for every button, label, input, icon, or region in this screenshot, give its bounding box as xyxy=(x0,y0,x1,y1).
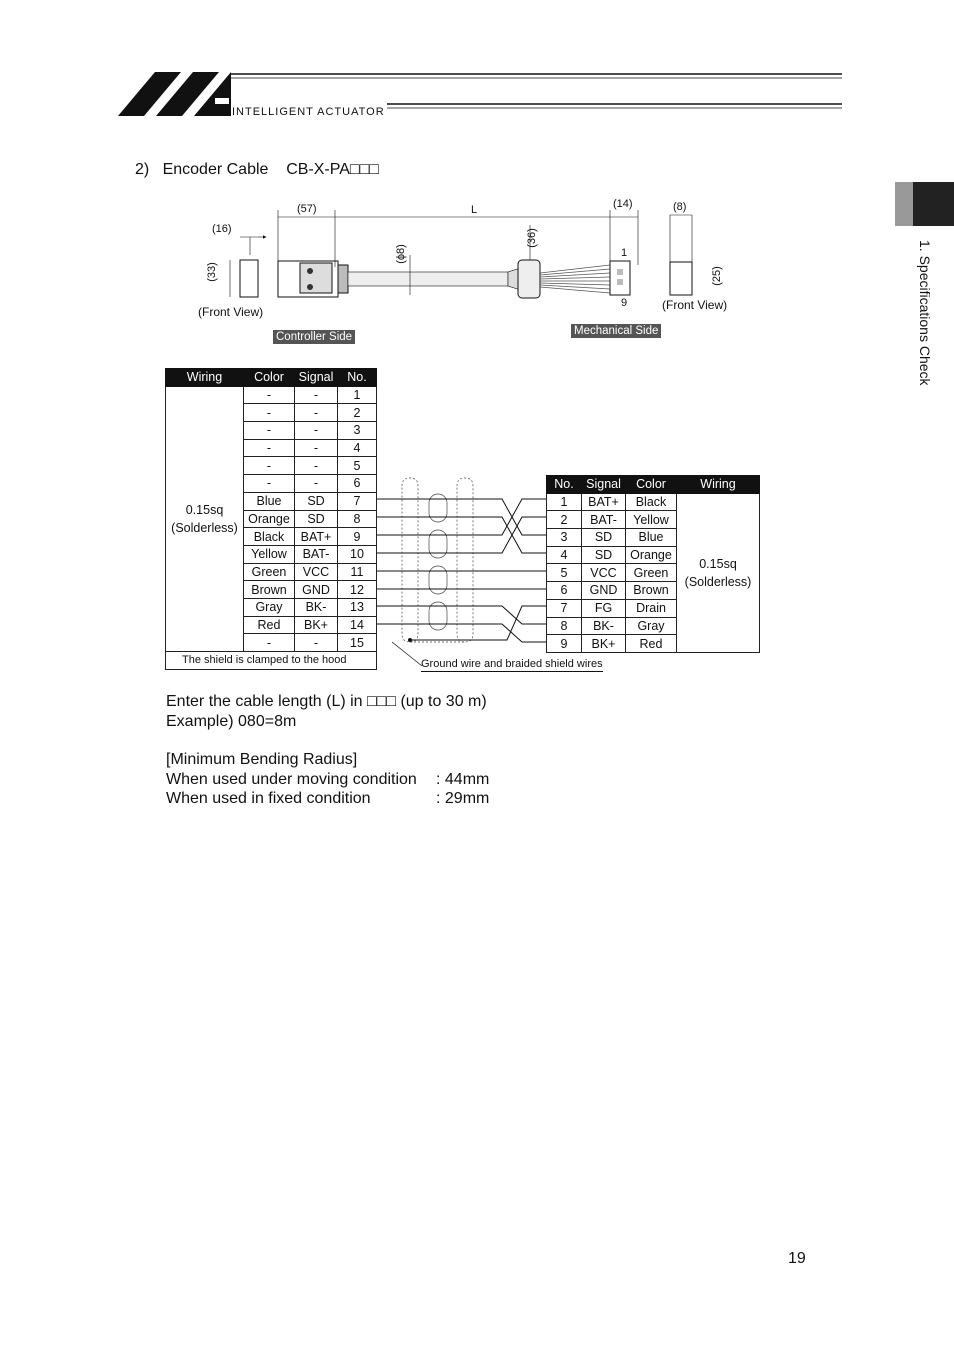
cell-signal: GND xyxy=(582,582,626,600)
cell-signal: - xyxy=(295,386,338,404)
cell-color: - xyxy=(244,422,295,440)
cell-color: Red xyxy=(626,635,677,653)
cell-signal: BK+ xyxy=(295,616,338,634)
cell-no: 4 xyxy=(547,546,582,564)
col-wiring: Wiring xyxy=(677,476,760,494)
mechanical-side-label: Mechanical Side xyxy=(571,324,661,338)
cell-color: Red xyxy=(244,616,295,634)
cell-no: 11 xyxy=(338,563,377,581)
cell-no: 5 xyxy=(547,564,582,582)
cell-no: 15 xyxy=(338,634,377,652)
front-view-right: (Front View) xyxy=(662,298,728,312)
cell-color: Blue xyxy=(626,529,677,547)
cell-signal: BAT+ xyxy=(582,493,626,511)
wiring-size: 0.15sq xyxy=(185,502,224,517)
cell-color: Black xyxy=(626,493,677,511)
cell-no: 6 xyxy=(547,582,582,600)
dim-phi8: (ϕ8) xyxy=(394,244,407,264)
cell-signal: - xyxy=(295,422,338,440)
cell-signal: BAT- xyxy=(582,511,626,529)
side-tab-dark xyxy=(913,182,954,226)
cell-color: Gray xyxy=(626,617,677,635)
brand-logo xyxy=(115,66,845,120)
cell-color: Green xyxy=(244,563,295,581)
pin-1: 1 xyxy=(621,247,628,259)
wiring-type: (Solderless) xyxy=(684,574,752,589)
cell-color: - xyxy=(244,457,295,475)
moving-value: : 44mm xyxy=(436,771,490,788)
mechanical-pin-table xyxy=(546,475,760,653)
dim-L: L xyxy=(471,204,478,216)
table-row xyxy=(547,493,760,511)
table-row xyxy=(166,386,377,404)
cell-signal: BK- xyxy=(582,617,626,635)
cell-color: Black xyxy=(244,528,295,546)
cell-signal: BAT- xyxy=(295,545,338,563)
cell-color: Green xyxy=(626,564,677,582)
cell-color: Yellow xyxy=(626,511,677,529)
cell-color: Gray xyxy=(244,598,295,616)
cell-no: 14 xyxy=(338,616,377,634)
wiring-connections xyxy=(377,476,547,676)
cell-signal: BK- xyxy=(295,598,338,616)
cell-color: Blue xyxy=(244,492,295,510)
cell-color: - xyxy=(244,439,295,457)
cable-length-note: Enter the cable length (L) in □□□ (up to 30 m) xyxy=(166,693,487,710)
shield-note: The shield is clamped to the hood xyxy=(166,652,377,670)
moving-label: When used under moving condition xyxy=(166,771,417,788)
col-no: No. xyxy=(547,476,582,494)
wiring-cell xyxy=(677,493,760,652)
cell-signal: - xyxy=(295,475,338,493)
cell-signal: SD xyxy=(582,546,626,564)
cell-color: - xyxy=(244,386,295,404)
cell-color: - xyxy=(244,404,295,422)
cell-signal: BAT+ xyxy=(295,528,338,546)
cell-signal: - xyxy=(295,404,338,422)
col-signal: Signal xyxy=(582,476,626,494)
cell-no: 10 xyxy=(338,545,377,563)
cell-no: 1 xyxy=(338,386,377,404)
bending-title: [Minimum Bending Radius] xyxy=(166,751,358,768)
col-no: No. xyxy=(338,369,377,387)
ground-wire-label: Ground wire and braided shield wires xyxy=(421,658,603,670)
cell-no: 8 xyxy=(547,617,582,635)
cell-color: Drain xyxy=(626,599,677,617)
cell-color: - xyxy=(244,475,295,493)
front-view-left: (Front View) xyxy=(198,305,264,319)
cell-no: 1 xyxy=(547,493,582,511)
cell-no: 5 xyxy=(338,457,377,475)
dim-14: (14) xyxy=(613,198,633,210)
cell-no: 13 xyxy=(338,598,377,616)
cell-signal: SD xyxy=(582,529,626,547)
cell-color: Brown xyxy=(626,582,677,600)
heading-title: Encoder Cable xyxy=(162,161,269,178)
dim-57: (57) xyxy=(297,203,317,215)
cell-signal: FG xyxy=(582,599,626,617)
col-wiring: Wiring xyxy=(166,369,244,387)
cell-no: 7 xyxy=(338,492,377,510)
wiring-cell xyxy=(166,386,244,651)
page-number: 19 xyxy=(788,1250,806,1267)
dim-25: (25) xyxy=(710,266,723,286)
cell-color: Yellow xyxy=(244,545,295,563)
cell-color: Orange xyxy=(244,510,295,528)
pin-9: 9 xyxy=(621,297,628,309)
cell-signal: - xyxy=(295,634,338,652)
dim-33: (33) xyxy=(205,262,218,282)
side-tab-light xyxy=(895,182,913,226)
controller-pin-table xyxy=(165,368,377,670)
cell-no: 3 xyxy=(547,529,582,547)
dim-8: (8) xyxy=(673,201,687,213)
example-note: Example) 080=8m xyxy=(166,713,297,730)
cell-no: 9 xyxy=(338,528,377,546)
cell-signal: GND xyxy=(295,581,338,599)
side-tab-label: 1. Specifications Check xyxy=(917,240,933,386)
fixed-value: : 29mm xyxy=(436,790,490,807)
cell-signal: - xyxy=(295,457,338,475)
cell-signal: - xyxy=(295,439,338,457)
cell-color: Orange xyxy=(626,546,677,564)
wiring-type: (Solderless) xyxy=(171,520,238,535)
col-signal: Signal xyxy=(295,369,338,387)
cell-no: 12 xyxy=(338,581,377,599)
cell-no: 3 xyxy=(338,422,377,440)
col-color: Color xyxy=(626,476,677,494)
cell-no: 4 xyxy=(338,439,377,457)
col-color: Color xyxy=(244,369,295,387)
cell-signal: BK+ xyxy=(582,635,626,653)
heading-number: 2) xyxy=(135,161,150,178)
cell-signal: SD xyxy=(295,510,338,528)
cell-signal: SD xyxy=(295,492,338,510)
cell-no: 2 xyxy=(338,404,377,422)
model-number: CB-X-PA□□□ xyxy=(286,161,379,178)
controller-side-label: Controller Side xyxy=(273,330,355,344)
cell-no: 9 xyxy=(547,635,582,653)
dim-36: (36) xyxy=(525,228,538,248)
cell-no: 6 xyxy=(338,475,377,493)
fixed-label: When used in fixed condition xyxy=(166,790,371,807)
cell-color: Brown xyxy=(244,581,295,599)
cell-no: 2 xyxy=(547,511,582,529)
cell-signal: VCC xyxy=(582,564,626,582)
brand-text: INTELLIGENT ACTUATOR xyxy=(232,106,385,118)
cell-no: 7 xyxy=(547,599,582,617)
cell-no: 8 xyxy=(338,510,377,528)
section-heading xyxy=(135,161,379,179)
cell-color: - xyxy=(244,634,295,652)
cell-signal: VCC xyxy=(295,563,338,581)
dim-16: (16) xyxy=(212,223,232,235)
wiring-size: 0.15sq xyxy=(699,556,737,571)
